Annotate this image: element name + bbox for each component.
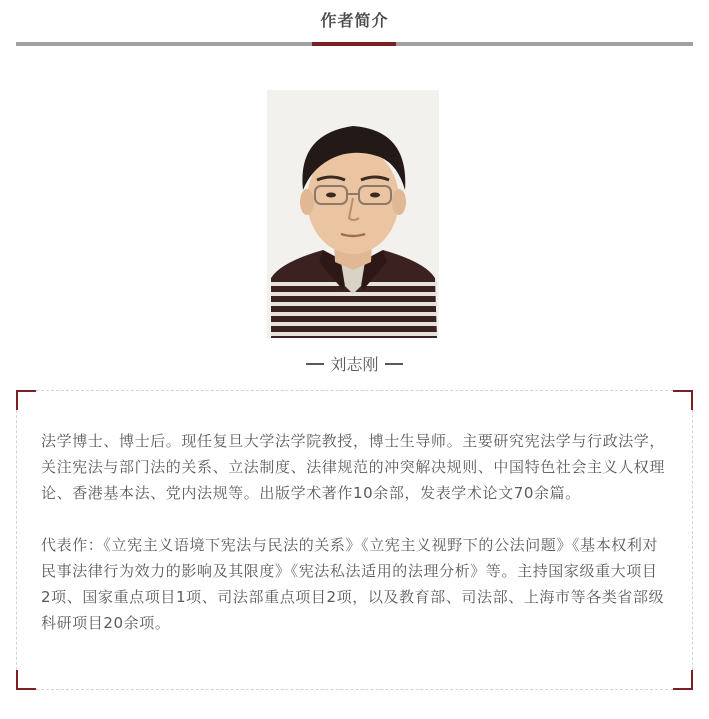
bio-box [16,390,693,690]
corner-bottom-left [16,670,36,690]
author-name: 刘志刚 [330,355,379,374]
author-caption [0,352,709,375]
bio-text [41,428,666,636]
caption-dash-right [385,363,403,365]
section-title: 作者简介 [320,11,389,30]
author-photo [267,90,439,338]
bio-paragraph-education: 法学博士、博士后。现任复旦大学法学院教授，博士生导师。主要研究宪法学与行政法学，关注宪法与部门法的关系、立法制度、法律规范的冲突解决规则、中国特色社会主义人权理论、香港基本法、党内法规等。出版学术著作10余部，发表学术论文70余篇。 [41,432,666,502]
portrait-image [267,90,439,338]
corner-bottom-right [673,670,693,690]
corner-top-right [673,390,693,410]
caption-dash-left [306,363,324,365]
corner-top-left [16,390,36,410]
bio-paragraph-works: 代表作：《立宪主义语境下宪法与民法的关系》《立宪主义视野下的公法问题》《基本权利对民事法律行为效力的影响及其限度》《宪法私法适用的法理分析》等。主持国家级重大项目2项、国家重点项目1项、司法部重点项目2项，以及教育部、司法部、上海市等各类省部级科研项目20余项。 [41,536,665,632]
header-rule-accent [312,42,396,46]
